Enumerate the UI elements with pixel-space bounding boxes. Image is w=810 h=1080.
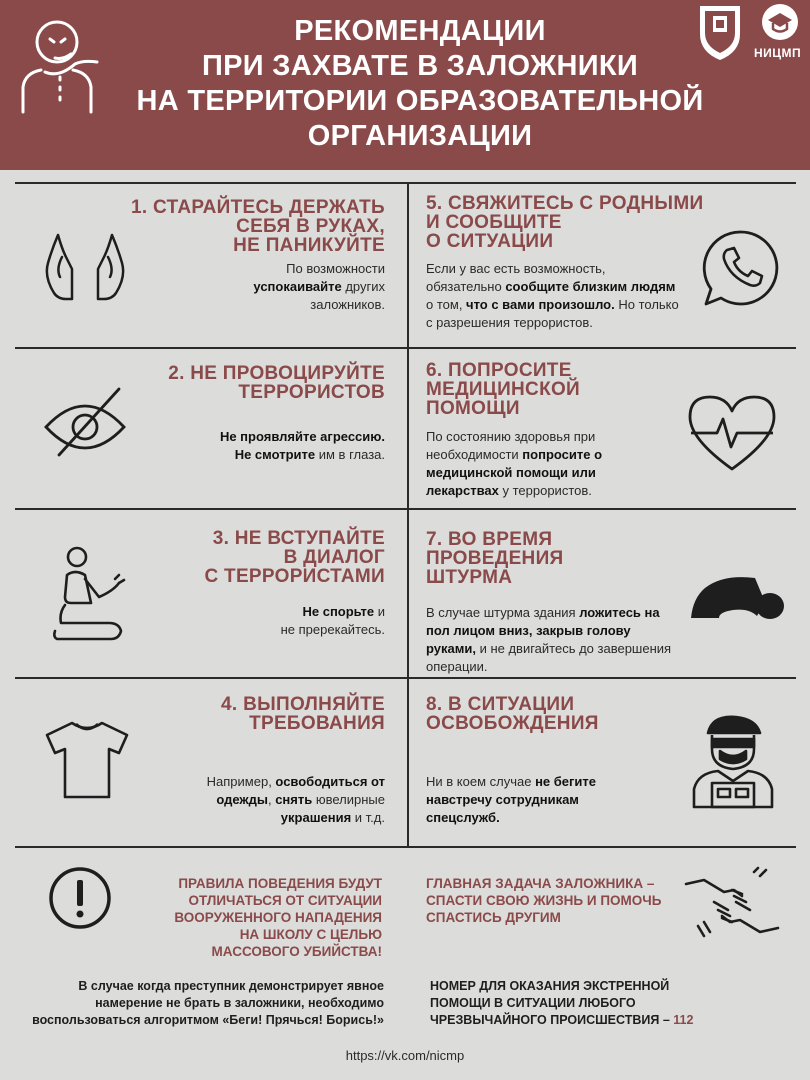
heading-line: 8. В СИТУАЦИИ [426,694,575,715]
tip-8-heading [426,695,599,733]
heading-line: ПОМОЩИ [426,398,520,419]
divider-vertical [407,182,409,848]
heading-line: ШТУРМА [426,567,513,588]
heading-line: 4. ВЫПОЛНЯЙТЕ [221,694,385,715]
tip-5-heading [426,194,703,251]
emergency-label: НОМЕР ДЛЯ ОКАЗАНИЯ ЭКСТРЕННОЙ ПОМОЩИ В СИТУАЦИИ ЛЮБОГО ЧРЕЗВЫЧАЙНОГО ПРОИСШЕСТВИЯ – [430,979,670,1027]
praying-hands-icon [40,233,130,303]
person-lying-icon [688,570,788,620]
tip-1-text: По возможности успокаивайте других заложников. [253,261,385,312]
heading-line: 1. СТАРАЙТЕСЬ ДЕРЖАТЬ [131,197,385,218]
phone-bubble-icon [700,228,780,308]
tip-5-text: Если у вас есть возможность, обязательно сообщите близким людям о том, что с вами произошло. Но только с разрешения террористов. [426,261,679,330]
eye-crossed-icon [43,387,127,457]
tip-2-heading [168,364,385,402]
page-title [100,14,740,154]
divider [15,347,796,349]
exclamation-icon [48,866,112,930]
title-line: ПРИ ЗАХВАТЕ В ЗАЛОЖНИКИ [201,50,639,82]
divider [15,182,796,184]
heading-line: 7. ВО ВРЕМЯ [426,529,553,550]
tip-4-heading [221,695,385,733]
heading-line: МЕДИЦИНСКОЙ [426,379,581,400]
logo-label: НИЦМП [754,46,802,60]
heading-line: С ТЕРРОРИСТАМИ [204,566,385,587]
heading-line: ТРЕБОВАНИЯ [249,713,385,734]
heading-line: 6. ПОПРОСИТЕ [426,360,572,381]
heading-line: 3. НЕ ВСТУПАЙТЕ [212,528,385,549]
divider [15,846,796,848]
emblem-shield-icon [696,2,744,62]
divider [15,677,796,679]
graduation-cap-logo-icon [760,2,800,42]
divider [15,508,796,510]
tip-2-text: Не проявляйте агрессию. Не смотрите им в глаза. [219,429,385,462]
footer-link[interactable]: https://vk.com/nicmp [345,1048,465,1063]
heading-line: И СООБЩИТЕ [426,212,562,233]
title-line: РЕКОМЕНДАЦИИ [294,15,546,47]
helping-hands-icon [684,866,780,946]
kneeling-person-icon [53,545,129,641]
tip-1-heading [131,198,385,255]
tip-6-heading [426,361,580,418]
heading-line: НЕ ПАНИКУЙТЕ [233,235,385,256]
heading-line: В ДИАЛОГ [283,547,385,568]
heading-line: ТЕРРОРИСТОВ [238,382,385,403]
warning-text: ПРАВИЛА ПОВЕДЕНИЯ БУДУТ ОТЛИЧАТЬСЯ ОТ СИТУАЦИИ ВООРУЖЕННОГО НАПАДЕНИЯ НА ШКОЛУ С ЦЕЛЬЮ МАССОВОГО УБИЙСТВА! [174,876,382,959]
tshirt-icon [42,720,132,800]
emergency-text [430,978,720,1029]
tip-3-text: Не спорьте и не пререкайтесь. [280,604,385,637]
title-line: ОРГАНИЗАЦИИ [307,120,533,152]
choking-person-icon [15,12,105,122]
heading-line: СЕБЯ В РУКАХ, [236,216,385,237]
soldier-icon [690,713,776,809]
emergency-number: 112 [673,1013,694,1027]
tip-7-heading [426,530,564,587]
tip-7-text: В случае штурма здания ложитесь на пол лицом вниз, закрыв голову руками, и не двигайтесь до завершения операции. [426,605,672,674]
title-line: НА ТЕРРИТОРИИ ОБРАЗОВАТЕЛЬНОЙ [136,85,704,117]
heading-line: 5. СВЯЖИТЕСЬ С РОДНЫМИ [426,193,704,214]
heading-line: О СИТУАЦИИ [426,231,554,252]
tip-6-text: По состоянию здоровья при необходимости попросите о медицинской помощи или лекарствах у террористов. [426,429,603,498]
header-banner [0,0,810,170]
tip-4-text: Например, освободиться от одежды, снять ювелирные украшения и т.д. [206,774,385,825]
tip-8-text: Ни в коем случае не бегите навстречу сотрудникам спецслужб. [426,774,597,825]
heart-pulse-icon [687,393,777,473]
main-task-text: ГЛАВНАЯ ЗАДАЧА ЗАЛОЖНИКА – СПАСТИ СВОЮ ЖИЗНЬ И ПОМОЧЬ СПАСТИСЬ ДРУГИМ [426,876,662,925]
heading-line: 2. НЕ ПРОВОЦИРУЙТЕ [168,363,385,384]
heading-line: ПРОВЕДЕНИЯ [426,548,564,569]
algorithm-note: В случае когда преступник демонстрирует явное намерение не брать в заложники, необходимо воспользоваться алгоритмом «Беги! Прячься! Борись!» [32,979,384,1027]
tip-3-heading [204,529,385,586]
heading-line: ОСВОБОЖДЕНИЯ [426,713,599,734]
